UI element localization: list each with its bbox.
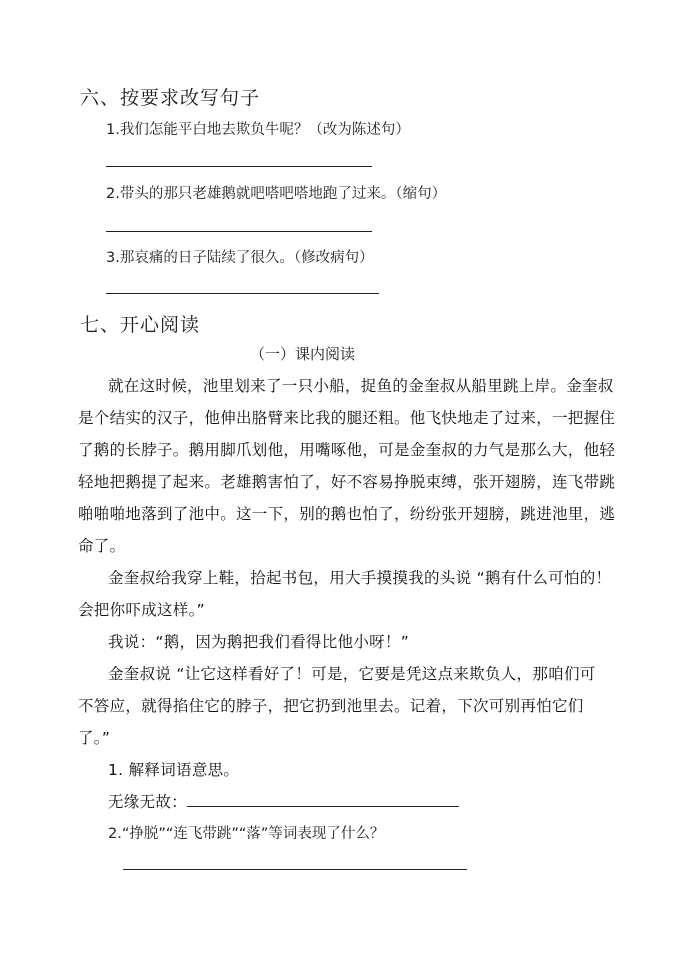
paragraph-1-line-3: 了鹅的长脖子。鹅用脚爪划他，用嘴啄他，可是金奎叔的力气是那么大，他轻 [78,441,616,459]
paragraph-4-line-2: 不答应，就得掐住它的脖子，把它扔到池里去。记着，下次可别再怕它们 [78,697,584,715]
question-7-2: 2.“挣脱”“连飞带跳”“落”等词表现了什么？ [108,826,385,842]
answer-line-7-1[interactable] [187,806,459,807]
section-6-title: 六、按要求改写句子 [80,87,261,109]
paragraph-1-line-1: 就在这时候，池里划来了一只小船，捉鱼的金奎叔从船里跳上岸。金奎叔 [108,377,614,395]
question-6-2: 2.带头的那只老雄鹅就吧嗒吧嗒地跑了过来。（缩句） [106,186,447,202]
question-6-1: 1.我们怎能平白地去欺负牛呢？（改为陈述句） [106,122,410,138]
paragraph-2-line-1: 金奎叔给我穿上鞋，拾起书包，用大手摸摸我的头说 “鹅有什么可怕的！ [108,569,612,587]
paragraph-3: 我说：“鹅，因为鹅把我们看得比他小呀！” [108,633,410,651]
paragraph-1-line-4: 轻地把鹅提了起来。老雄鹅害怕了，好不容易挣脱束缚，张开翅膀，连飞带跳 [78,473,616,491]
reading-subtitle: （一）课内阅读 [250,345,356,363]
answer-line-7-2[interactable] [123,869,467,870]
section-7-title: 七、开心阅读 [80,314,201,336]
answer-line-6-2[interactable] [106,231,372,232]
paragraph-1-line-5: 啪啪啪地落到了池中。这一下，别的鹅也怕了，纷纷张开翅膀，跳进池里，逃 [78,505,616,523]
paragraph-4-line-3: 了。” [78,729,111,747]
question-7-1: 1. 解释词语意思。 [108,761,240,779]
answer-line-6-1[interactable] [106,166,372,167]
answer-line-6-3[interactable] [106,293,379,294]
paragraph-4-line-1: 金奎叔说 “让它这样看好了！可是，它要是凭这点来欺负人，那咱们可 [108,665,596,683]
paragraph-2-line-2: 会把你吓成这样。” [78,601,205,619]
paragraph-1-line-2: 是个结实的汉子，他伸出胳臂来比我的腿还粗。他飞快地走了过来，一把握住 [78,409,616,427]
term-label: 无缘无故： [108,793,188,811]
paragraph-1-line-6: 命了。 [78,537,126,555]
question-6-3: 3.那哀痛的日子陆续了很久。（修改病句） [106,250,374,266]
